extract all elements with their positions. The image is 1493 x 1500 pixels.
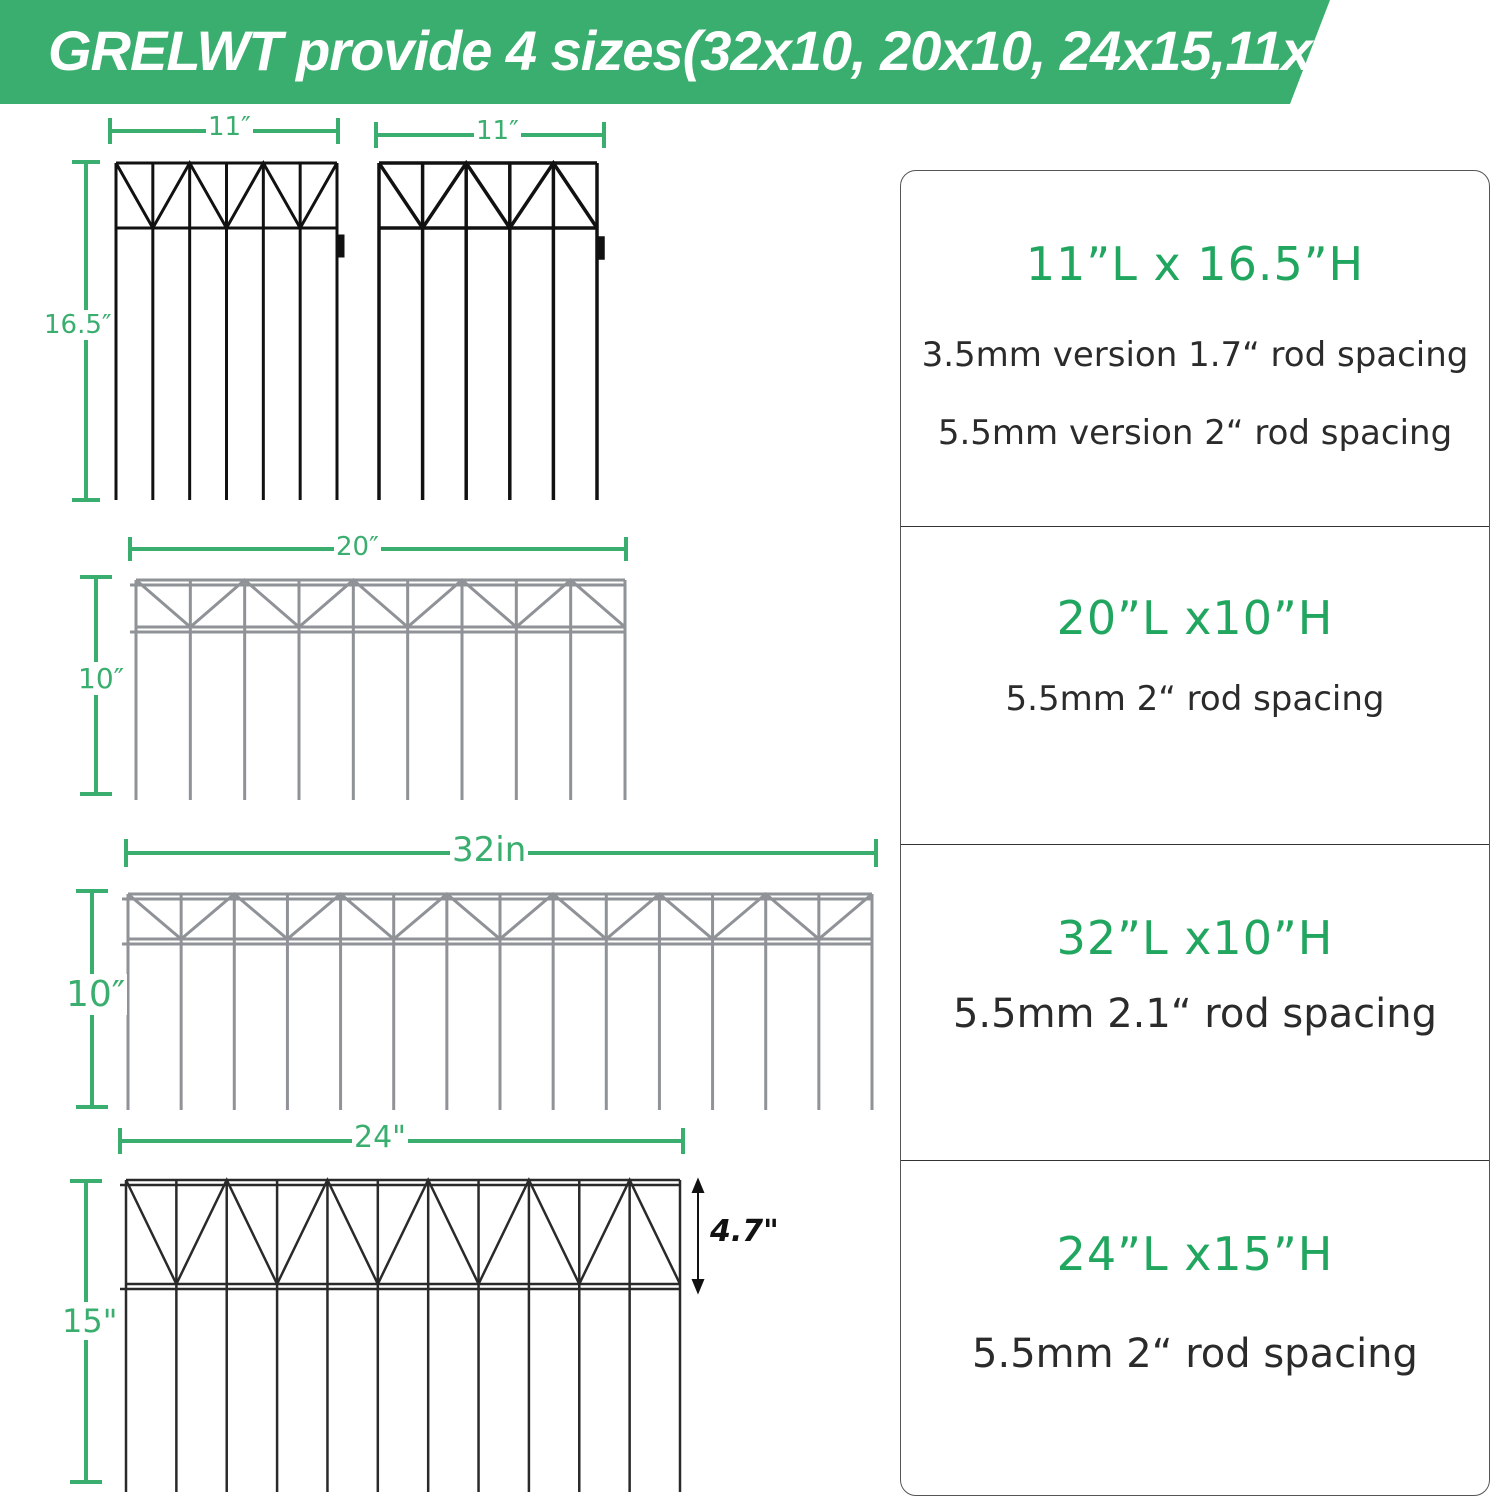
height-arrow [693,1180,703,1292]
spec-title: 24”L x15”H [1056,1227,1334,1281]
spec-box-24x15 [901,1161,1489,1496]
spec-detail: 3.5mm version 1.7“ rod spacing [921,335,1469,375]
spec-detail: 5.5mm version 2“ rod spacing [937,413,1453,453]
fence-panel-32x10 [122,894,872,1110]
medium-panel-width-label: 20″ [336,532,379,562]
fence-panel-20x10 [130,580,625,800]
fence-zigzag [126,1180,680,1284]
spec-box-11x16 [901,171,1489,527]
title-banner [0,0,1435,106]
spec-title: 32”L x10”H [1056,911,1334,965]
fence-zigzag [379,163,597,228]
spec-detail: 5.5mm 2.1“ rod spacing [952,991,1438,1037]
arrow-head-down [693,1280,703,1292]
fence-connector [338,236,343,256]
fence-zigzag [136,580,625,627]
banner-title: GRELWT provide 4 sizes(32x10, 20x10, 24x15,11x16.5) [48,19,1435,82]
spec-box-20x10 [901,527,1489,845]
spec-title: 20”L x10”H [1056,591,1334,645]
small-panel-height-label: 16.5″ [44,310,112,340]
tall-panel-top-height-label: 4.7" [710,1214,779,1249]
tall-panel-width-label: 24" [354,1120,406,1155]
arrow-head-up [693,1180,703,1192]
long-panel-height-label: 10″ [66,974,126,1015]
long-panel-width-label: 32in [452,830,527,870]
fence-panel-24x15 [120,1180,680,1492]
small-panel-width-label-b: 11″ [476,116,519,146]
small-panel-width-label-a: 11″ [208,112,251,142]
size-spec-panel [900,170,1490,1496]
spec-title: 11”L x 16.5”H [1025,237,1365,291]
tall-panel-height-label: 15" [62,1302,118,1340]
fence-panel-11x16-b [379,163,603,500]
medium-panel-height-label: 10″ [78,662,125,695]
fence-panel-11x16 [116,163,343,500]
spec-detail: 5.5mm 2“ rod spacing [972,1331,1418,1377]
fence-connector [598,238,603,258]
fence-panels [116,163,872,1492]
fence-diagrams [0,106,900,1500]
spec-detail: 5.5mm 2“ rod spacing [1005,679,1385,719]
spec-box-32x10 [901,845,1489,1161]
